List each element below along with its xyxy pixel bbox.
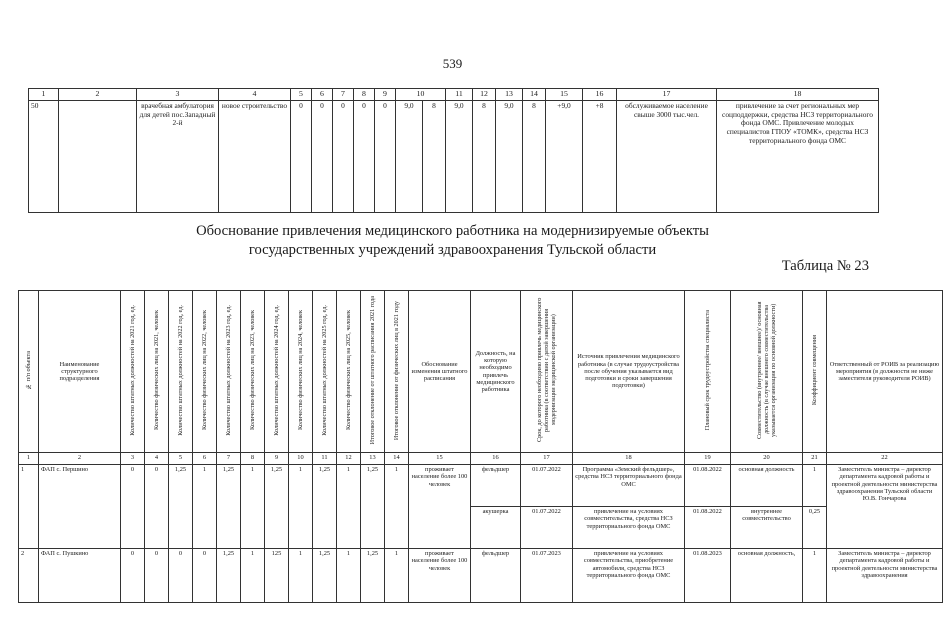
header-cell xyxy=(121,291,145,453)
coefficient: 1 xyxy=(803,549,827,603)
col-num: 17 xyxy=(521,453,573,465)
header-cell: Ответственный от РОИВ за реализацию мероприятия (в должности не ниже заместителя руководителя РОИВ) xyxy=(827,291,943,453)
col-num: 18 xyxy=(573,453,685,465)
cell: 1 xyxy=(337,549,361,603)
cell: 1 xyxy=(385,549,409,603)
col-num: 21 xyxy=(803,453,827,465)
cell: 0 xyxy=(121,465,145,549)
responsible-official: Заместитель министра – директор департамента кадровой работы и проектной деятельности министерства здравоохранения Тульской области Ю.В. Гончарова xyxy=(827,465,943,549)
header-text: Количество физических лиц на 2023, человек xyxy=(248,310,256,431)
col-num: 7 xyxy=(217,453,241,465)
cell: 8 xyxy=(473,101,496,213)
coefficient: 0,25 xyxy=(803,507,827,549)
header-text: Количество физических лиц на 2022, человек xyxy=(200,310,208,431)
header-text: Срок, до которого необходимо привлечь медицинского работника (в соответствии с датой завершения модернизации медицинской организации) xyxy=(535,298,558,443)
header-cell xyxy=(145,291,169,453)
hire-date: 01.08.2022 xyxy=(685,465,731,507)
justification: проживает население более 100 человек xyxy=(409,465,471,549)
deadline: 01.07.2023 xyxy=(521,549,573,603)
cell: 8 xyxy=(523,101,546,213)
col-num: 22 xyxy=(827,453,943,465)
table-row xyxy=(19,465,943,507)
col-num: 18 xyxy=(717,89,879,101)
cell: 9,0 xyxy=(446,101,473,213)
header-cell xyxy=(731,291,803,453)
cell: 1 xyxy=(241,465,265,549)
col-num: 20 xyxy=(731,453,803,465)
header-cell xyxy=(361,291,385,453)
employment-type: внутреннее совместительство xyxy=(731,507,803,549)
cell: 1,25 xyxy=(217,465,241,549)
unit-name: ФАП с. Пушкино xyxy=(39,549,121,603)
col-num: 13 xyxy=(361,453,385,465)
header-cell: Должность, на которую необходимо привлечь медицинского работника xyxy=(471,291,521,453)
header-cell xyxy=(685,291,731,453)
cell: 1,25 xyxy=(265,465,289,549)
attraction-source: привлечение на условиях совместительства, средства НСЗ территориального фонда ОМС xyxy=(573,507,685,549)
header-text: Количество штатных должностей на 2023 год, ед. xyxy=(224,304,232,436)
header-cell xyxy=(313,291,337,453)
continuation-table xyxy=(28,88,879,213)
col-num: 17 xyxy=(617,89,717,101)
header-cell xyxy=(265,291,289,453)
col-num: 6 xyxy=(312,89,333,101)
section-title-line: Обоснование привлечения медицинского работника на модернизируемые объекты xyxy=(196,223,709,239)
row-number: 50 xyxy=(29,101,59,213)
table-label: Таблица № 23 xyxy=(781,258,869,274)
cell: 1,25 xyxy=(169,465,193,549)
cell: 1,25 xyxy=(313,549,337,603)
col-num: 10 xyxy=(289,453,313,465)
cell: 8 xyxy=(423,101,446,213)
table-row xyxy=(29,101,879,213)
col-num: 13 xyxy=(496,89,523,101)
header-text: Совместительство (внутреннее/ внешнее)/ основная должность (в случае внешнего совместительства указывается организация по основной должности) xyxy=(755,301,778,440)
cell: 1,25 xyxy=(361,465,385,549)
col-num: 19 xyxy=(685,453,731,465)
deadline: 01.07.2022 xyxy=(521,507,573,549)
cell: 0 xyxy=(312,101,333,213)
cell: 9,0 xyxy=(496,101,523,213)
col-num: 2 xyxy=(59,89,137,101)
header-text: Количество физических лиц на 2021, человек xyxy=(152,310,160,431)
header-text: Итоговое отклонение от штатного расписания 2021 года xyxy=(368,296,376,445)
col-num: 8 xyxy=(354,89,375,101)
attraction-source: привлечение на условиях совместительства, приобретение автомобиля, средства НСЗ территориального фонда ОМС xyxy=(573,549,685,603)
employment-type: основная должность xyxy=(731,465,803,507)
header-text: Количество штатных должностей на 2024 год, ед. xyxy=(272,304,280,436)
construction-type: новое строительство xyxy=(219,101,291,213)
page-number: 539 xyxy=(442,56,463,71)
header-text: Количество штатных должностей на 2025 год, ед. xyxy=(320,304,328,436)
header-cell xyxy=(217,291,241,453)
cell: 0 xyxy=(375,101,396,213)
header-text: Итоговое отклонение от физических лиц в 2021 году xyxy=(392,300,400,440)
section-title-line: государственных учреждений здравоохранения Тульской области xyxy=(248,242,657,258)
staffing-table xyxy=(18,290,943,603)
header-text: Количество физических лиц на 2024, человек xyxy=(296,310,304,431)
col-num: 4 xyxy=(145,453,169,465)
cell: 0 xyxy=(145,465,169,549)
coefficient: 1 xyxy=(803,465,827,507)
header-cell: Обоснование изменения штатного расписания xyxy=(409,291,471,453)
col-num: 16 xyxy=(471,453,521,465)
header-cell: Источник привлечения медицинского работника (в случае трудоустройства после обучения указывается вид подготовки и сроки завершения подготовки) xyxy=(573,291,685,453)
col-num: 1 xyxy=(19,453,39,465)
unit-name: ФАП с. Першино xyxy=(39,465,121,549)
cell: 0 xyxy=(145,549,169,603)
table-row xyxy=(19,549,943,603)
col-num: 3 xyxy=(137,89,219,101)
header-text: № п/п объекта xyxy=(24,350,32,390)
header-cell xyxy=(803,291,827,453)
header-text: Количество физических лиц на 2025, человек xyxy=(344,310,352,431)
section-title xyxy=(0,222,905,260)
cell: 1 xyxy=(289,465,313,549)
cell: 0 xyxy=(193,549,217,603)
cell: 1 xyxy=(241,549,265,603)
attraction-source: Программа «Земский фельдшер», средства НСЗ территориального фонда ОМС xyxy=(573,465,685,507)
col-num: 15 xyxy=(546,89,583,101)
position: акушерка xyxy=(471,507,521,549)
facility-name: врачебная амбулатория для детей пос.Западный 2-й xyxy=(137,101,219,213)
col-num: 10 xyxy=(396,89,446,101)
header-cell xyxy=(521,291,573,453)
hire-date: 01.08.2023 xyxy=(685,549,731,603)
cell: 1 xyxy=(193,465,217,549)
col-num: 14 xyxy=(385,453,409,465)
cell xyxy=(59,101,137,213)
header-cell xyxy=(241,291,265,453)
justification: обслуживаемое население свыше 3000 тыс.чел. xyxy=(617,101,717,213)
col-num: 14 xyxy=(523,89,546,101)
header-text: Коэффициент совмещения xyxy=(810,335,818,406)
col-num: 6 xyxy=(193,453,217,465)
cell: 0 xyxy=(169,549,193,603)
header-cell xyxy=(289,291,313,453)
cell: 1 xyxy=(385,465,409,549)
cell: 0 xyxy=(291,101,312,213)
col-num: 1 xyxy=(29,89,59,101)
header-cell xyxy=(19,291,39,453)
cell: 1,25 xyxy=(361,549,385,603)
cell: 125 xyxy=(265,549,289,603)
header-cell: Наименование структурного подразделения xyxy=(39,291,121,453)
column-number-row xyxy=(19,453,943,465)
col-num: 16 xyxy=(583,89,617,101)
cell: 0 xyxy=(354,101,375,213)
attraction-source: привлечение за счет региональных мер соцподдержки, средства НСЗ территориального фонда ОМС. Привлечение молодых специалистов ГПОУ «ТОМК», средства НСЗ территориального фонда ОМС xyxy=(717,101,879,213)
position: фельдшер xyxy=(471,549,521,603)
employment-type: основная должность, xyxy=(731,549,803,603)
col-num: 11 xyxy=(313,453,337,465)
cell: 1,25 xyxy=(313,465,337,549)
header-cell xyxy=(169,291,193,453)
header-cell xyxy=(337,291,361,453)
header-text: Плановый срок трудоустройства специалиста xyxy=(703,310,711,431)
cell: 1,25 xyxy=(217,549,241,603)
column-number-row xyxy=(29,89,879,101)
hire-date: 01.08.2022 xyxy=(685,507,731,549)
header-cell xyxy=(193,291,217,453)
header-cell xyxy=(385,291,409,453)
col-num: 9 xyxy=(265,453,289,465)
col-num: 11 xyxy=(446,89,473,101)
cell: 0 xyxy=(333,101,354,213)
header-text: Количество штатных должностей на 2021 год, ед. xyxy=(128,304,136,436)
cell: 1 xyxy=(289,549,313,603)
responsible-official: Заместитель министра – директор департамента кадровой работы и проектной деятельности министерства здравоохранения xyxy=(827,549,943,603)
deadline: 01.07.2022 xyxy=(521,465,573,507)
cell: +9,0 xyxy=(546,101,583,213)
col-num: 15 xyxy=(409,453,471,465)
col-num: 4 xyxy=(219,89,291,101)
justification: проживает население более 100 человек xyxy=(409,549,471,603)
col-num: 7 xyxy=(333,89,354,101)
row-number: 2 xyxy=(19,549,39,603)
cell: 0 xyxy=(121,549,145,603)
header-row xyxy=(19,291,943,453)
col-num: 3 xyxy=(121,453,145,465)
cell: +8 xyxy=(583,101,617,213)
col-num: 12 xyxy=(337,453,361,465)
col-num: 8 xyxy=(241,453,265,465)
cell: 1 xyxy=(337,465,361,549)
cell: 9,0 xyxy=(396,101,423,213)
col-num: 5 xyxy=(169,453,193,465)
col-num: 9 xyxy=(375,89,396,101)
col-num: 5 xyxy=(291,89,312,101)
row-number: 1 xyxy=(19,465,39,549)
header-text: Количество штатных должностей на 2022 год, ед. xyxy=(176,304,184,436)
position: фельдшер xyxy=(471,465,521,507)
col-num: 2 xyxy=(39,453,121,465)
col-num: 12 xyxy=(473,89,496,101)
